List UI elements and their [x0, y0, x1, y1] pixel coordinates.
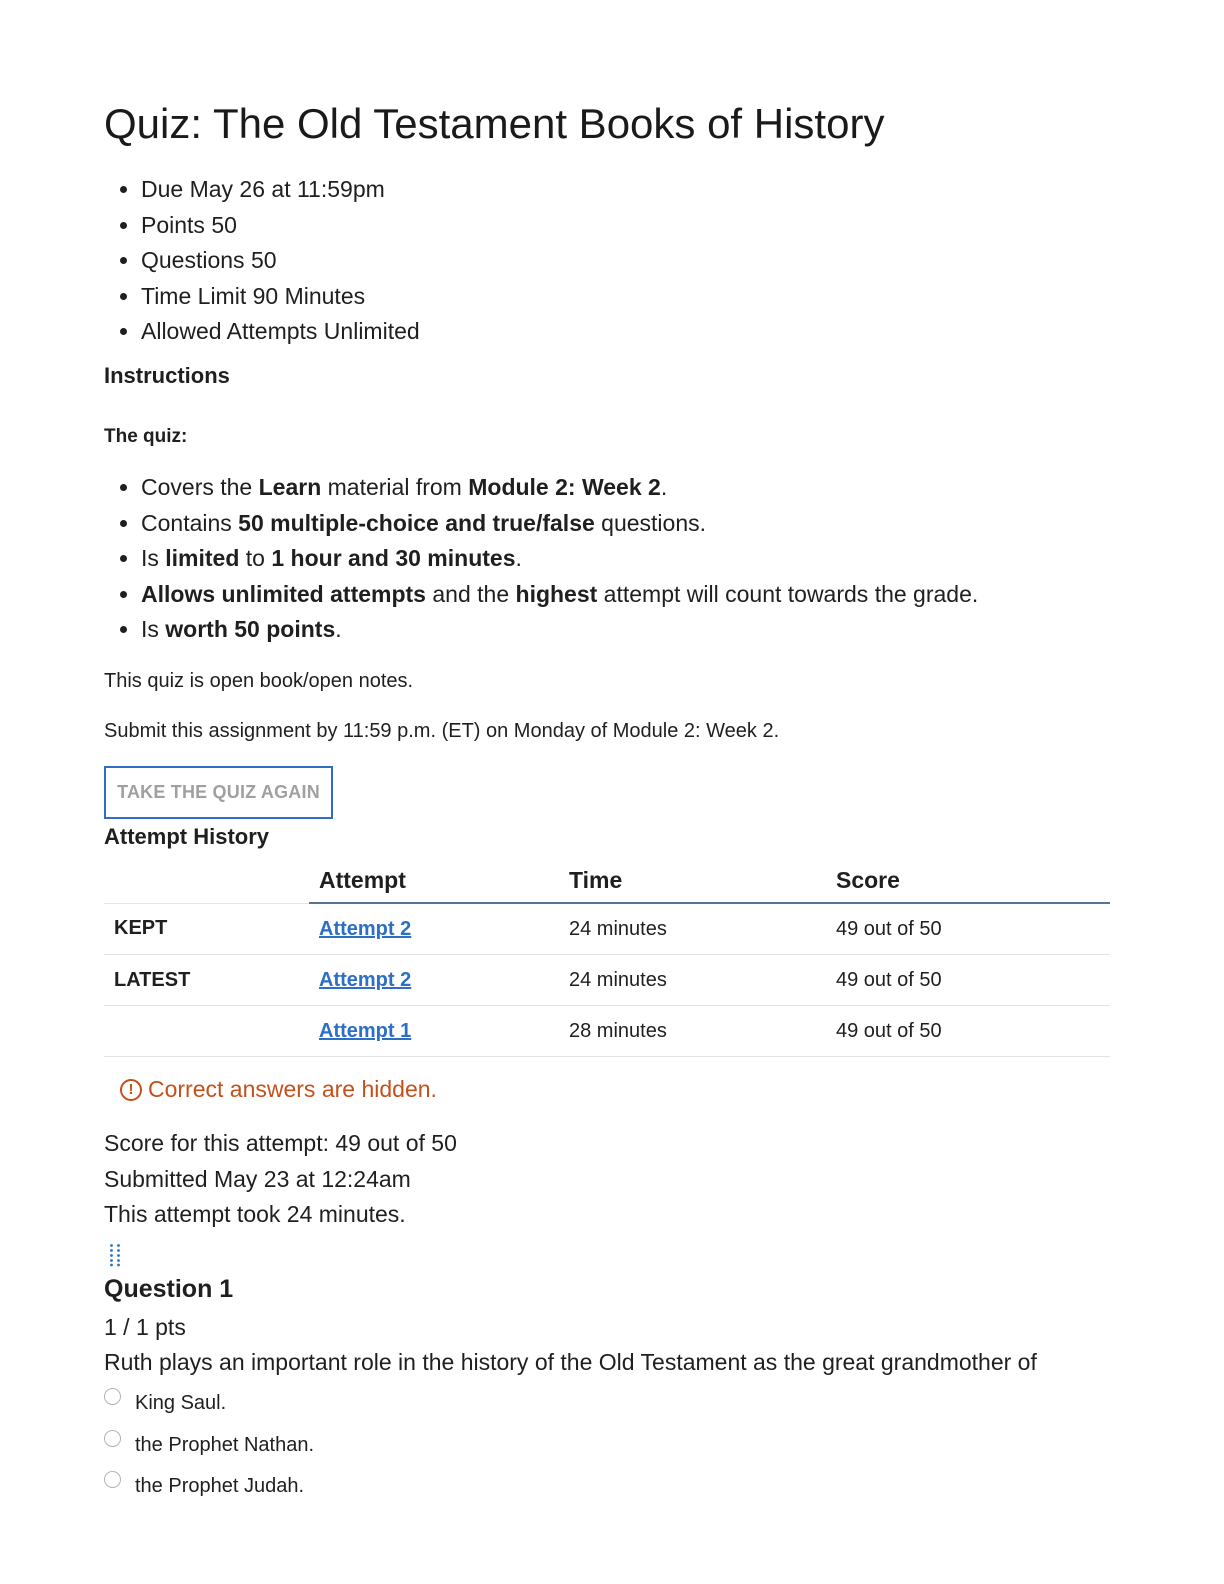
column-header-time: Time	[559, 858, 826, 903]
meta-questions: • Questions 50	[141, 243, 420, 279]
drag-handle-icon[interactable]	[108, 1243, 122, 1267]
rule-text: and the	[425, 580, 516, 607]
answer-label: the Prophet Nathan.	[135, 1433, 315, 1456]
answer-choices	[104, 1385, 314, 1510]
rule-text: Contains	[141, 509, 239, 536]
rule-item	[141, 470, 978, 506]
rule-item	[141, 506, 978, 542]
radio-button[interactable]	[104, 1430, 121, 1447]
attempt-submitted: Submitted May 23 at 12:24am	[104, 1165, 411, 1192]
attempt-score: Score for this attempt: 49 out of 50	[104, 1130, 457, 1156]
score-cell: 49 out of 50	[826, 1006, 1110, 1057]
instructions-heading: Instructions	[104, 363, 230, 388]
rule-text: to	[239, 545, 272, 572]
attempt-history-table	[104, 858, 1110, 1057]
attempt-status-label: LATEST	[104, 955, 309, 1006]
instructions-subheading: The quiz:	[104, 426, 188, 447]
rule-text-bold: Module 2: Week 2	[468, 474, 661, 500]
alert-text: Correct answers are hidden.	[148, 1076, 437, 1102]
rule-text-bold: highest	[515, 580, 598, 607]
rule-text-bold: 1 hour and 30 minutes	[271, 545, 516, 572]
score-cell: 49 out of 50	[826, 955, 1110, 1006]
rule-item	[141, 612, 978, 648]
warning-circle-icon: !	[120, 1079, 142, 1101]
rule-item	[141, 577, 978, 613]
attempt-link[interactable]: Attempt 2	[319, 917, 412, 940]
rule-text: attempt will count towards the grade.	[597, 580, 979, 607]
rule-text: questions.	[594, 509, 707, 536]
table-row	[104, 955, 1110, 1006]
attempt-status-label: KEPT	[104, 903, 309, 955]
table-row	[104, 903, 1110, 955]
open-book-note: This quiz is open book/open notes.	[104, 670, 414, 692]
attempt-cell	[309, 1006, 559, 1057]
attempt-link[interactable]: Attempt 1	[319, 1019, 412, 1042]
meta-due: • Due May 26 at 11:59pm	[141, 172, 420, 208]
rule-text: Covers the	[141, 474, 259, 500]
answer-label: King Saul.	[135, 1392, 227, 1414]
rule-item	[141, 541, 978, 577]
page-title: Quiz: The Old Testament Books of History	[104, 100, 885, 147]
answer-choice[interactable]	[104, 1427, 314, 1469]
meta-allowed-attempts: • Allowed Attempts Unlimited	[141, 314, 420, 350]
rule-text-bold: Allows unlimited attempts	[141, 580, 426, 607]
rule-text-bold: Learn	[258, 474, 322, 500]
submit-deadline-note: Submit this assignment by 11:59 p.m. (ET) on Monday of Module 2: Week 2.	[104, 720, 780, 742]
attempt-duration: This attempt took 24 minutes.	[104, 1201, 406, 1228]
question-points: 1 / 1 pts	[104, 1314, 186, 1340]
rule-text-bold: worth 50 points	[165, 616, 336, 643]
time-cell: 24 minutes	[559, 903, 826, 955]
answer-choice[interactable]	[104, 1385, 314, 1427]
meta-points: • Points 50	[141, 208, 420, 244]
attempt-history-heading: Attempt History	[104, 824, 270, 849]
radio-button[interactable]	[104, 1471, 121, 1488]
column-header-attempt: Attempt	[309, 858, 559, 903]
attempt-cell	[309, 955, 559, 1006]
rule-text: .	[660, 474, 668, 500]
time-cell: 24 minutes	[559, 955, 826, 1006]
quiz-meta-list	[104, 172, 420, 350]
attempt-status-label	[104, 1006, 309, 1057]
question-title: Question 1	[104, 1275, 234, 1303]
answer-choice[interactable]	[104, 1468, 314, 1510]
rule-text-bold: limited	[165, 545, 240, 572]
rule-text-bold: 50 multiple-choice and true/false	[238, 509, 595, 536]
column-header-score: Score	[826, 858, 1110, 903]
column-header-label	[104, 858, 309, 903]
time-cell: 28 minutes	[559, 1006, 826, 1057]
rule-text: .	[335, 616, 342, 643]
answer-label: the Prophet Judah.	[135, 1475, 305, 1497]
attempt-summary	[104, 1126, 457, 1233]
attempt-cell	[309, 903, 559, 955]
radio-button[interactable]	[104, 1388, 121, 1405]
take-quiz-again-button[interactable]: TAKE THE QUIZ AGAIN	[104, 766, 333, 819]
attempt-link[interactable]: Attempt 2	[319, 968, 412, 991]
meta-time-limit: • Time Limit 90 Minutes	[141, 279, 420, 315]
rule-text: Is	[141, 545, 166, 572]
table-header-row	[104, 858, 1110, 903]
answers-hidden-alert	[120, 1076, 437, 1103]
rule-text: material from	[321, 474, 469, 500]
table-row	[104, 1006, 1110, 1057]
rule-text: .	[515, 545, 522, 572]
score-cell: 49 out of 50	[826, 903, 1110, 955]
question-text: Ruth plays an important role in the history of the Old Testament as the great grandmother of	[104, 1349, 1037, 1375]
rule-text: Is	[141, 616, 166, 643]
quiz-rules-list	[104, 470, 978, 648]
